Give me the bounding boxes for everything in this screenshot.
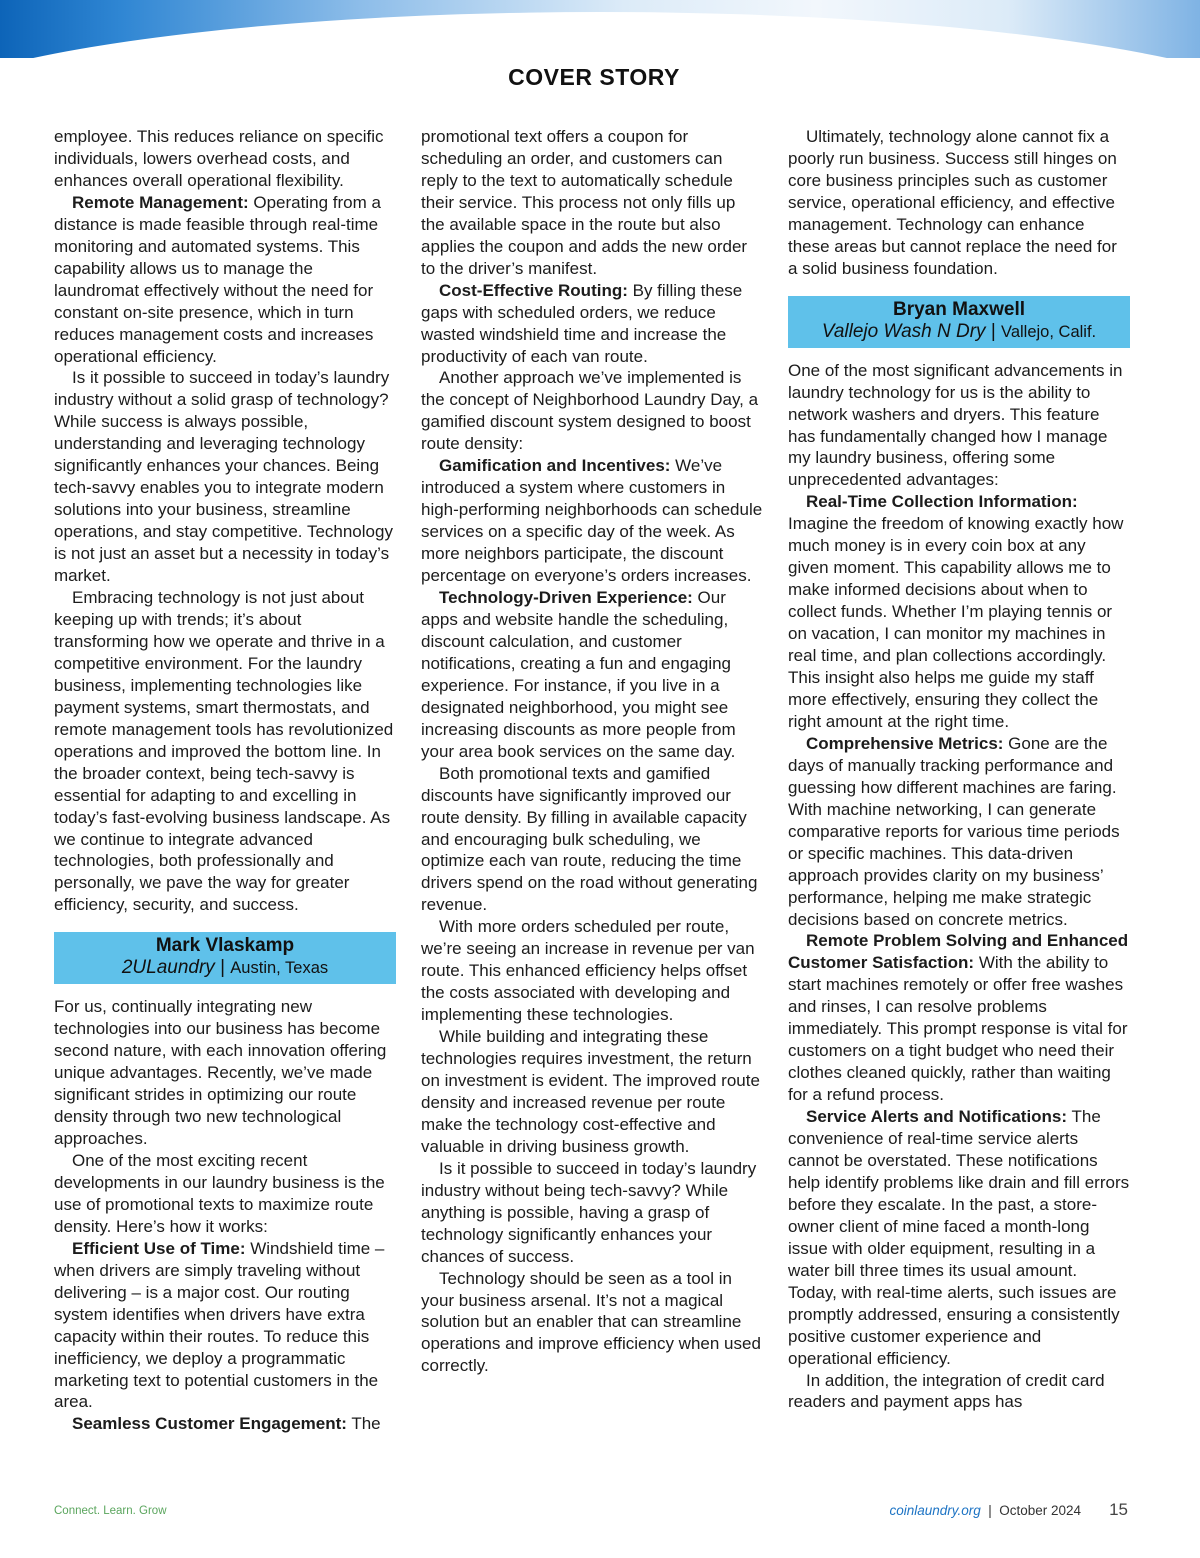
page-number: 15	[1109, 1500, 1128, 1519]
run-in-heading: Remote Management:	[72, 192, 249, 212]
run-in-heading: Seamless Customer Engagement:	[72, 1414, 347, 1434]
column-2	[421, 126, 763, 1377]
footer-site-link[interactable]: coinlaundry.org	[889, 1503, 981, 1518]
paragraph: Is it possible to succeed in today’s laundry industry without being tech-savvy? While anything is possible, having a grasp of technology significantly enhances your chances of success.	[421, 1158, 757, 1266]
run-in-heading: Comprehensive Metrics:	[806, 733, 1004, 753]
paragraph: employee. This reduces reliance on specific individuals, lowers overhead costs, and enhances overall operational flexibility.	[54, 127, 384, 190]
paragraph: With more orders scheduled per route, we’re seeing an increase in revenue per van route. This enhanced efficiency helps offset the costs associated with developing and implementing these technologies.	[421, 917, 755, 1025]
paragraph: Service Alerts and Notifications: The convenience of real-time service alerts cannot be overstated. These notifications help identify problems like drain and fill errors before they escalate. In the past, a store-owner client of mine faced a month-long issue with older equipment, resulting in a water bill three times its usual amount. Today, with real-time alerts, such issues are promptly addressed, ensuring a consistently positive customer experience and operational efficiency.	[788, 1107, 1130, 1368]
contributor-box-bryan-maxwell	[788, 296, 1130, 348]
footer-right	[889, 1500, 1128, 1520]
run-in-heading: Technology-Driven Experience:	[439, 588, 693, 608]
paragraph: In addition, the integration of credit card readers and payment apps has	[788, 1370, 1105, 1412]
paragraph: Remote Management: Operating from a distance is made feasible through real-time monitoring and automated systems. This capability allows us to manage the laundromat effectively without the need for constant on-site presence, which in turn reduces management costs and increases operational efficiency.	[54, 192, 381, 366]
paragraph: Cost-Effective Routing: By filling these gaps with scheduled orders, we reduce wasted windshield time and increase the productivity of each van route.	[421, 280, 743, 366]
paragraph: For us, continually integrating new technologies into our business has become second nature, with each innovation offering unique advantages. Recently, we’ve made significant strides in optimizing our route density through two new technological approaches.	[54, 997, 387, 1149]
contributor-business: Vallejo Wash N Dry	[821, 320, 986, 342]
contributor-business: 2ULaundry	[121, 957, 215, 979]
contributor-location: Vallejo, Calif.	[1001, 322, 1097, 341]
run-in-heading: Real-Time Collection Information:	[806, 492, 1078, 512]
paragraph: Comprehensive Metrics: Gone are the days of manually tracking performance and guessing how different machines are faring. With machine networking, I can generate comparative reports for various time periods or specific machines. This data-driven approach provides clarity on my business’ performance, helping me make strategic decisions based on concrete metrics.	[788, 733, 1120, 929]
paragraph: Seamless Customer Engagement: The	[72, 1414, 381, 1434]
paragraph: Ultimately, technology alone cannot fix a poorly run business. Success still hinges on core business principles such as customer service, operational efficiency, and effective management. Technology can enhance these areas but cannot replace the need for a solid business foundation.	[788, 127, 1117, 278]
paragraph: Gamification and Incentives: We’ve introduced a system where customers in high-performing neighborhoods can schedule services on a specific day of the week. As more neighbors participate, the discount percentage on everyone’s orders increases.	[421, 456, 763, 586]
run-in-heading: Cost-Effective Routing:	[439, 280, 628, 300]
footer-issue: October 2024	[999, 1503, 1082, 1518]
paragraph: One of the most significant advancements in laundry technology for us is the ability to network washers and dryers. This feature has fundamentally changed how I manage my laundry business, offering some unprecedented advantages:	[788, 360, 1123, 490]
header-banner	[0, 0, 1200, 110]
contributor-name: Bryan Maxwell	[893, 298, 1025, 320]
paragraph: Embracing technology is not just about keeping up with trends; it’s about transforming how we operate and thrive in a competitive environment. For the laundry business, implementing technologies like payment systems, smart thermostats, and remote management tools has revolutionized operations and improved the bottom line. In the broader context, being tech-savvy is essential for adapting to and excelling in today’s fast-evolving business landscape. As we continue to integrate advanced technologies, both professionally and personally, we pave the way for greater efficiency, security, and success.	[54, 588, 394, 915]
paragraph: One of the most exciting recent developments in our laundry business is the use of promotional texts to maximize route density. Here’s how it works:	[54, 1150, 385, 1236]
paragraph: Both promotional texts and gamified discounts have significantly improved our route density. By filling in available capacity and encouraging bulk scheduling, we optimize each van route, reducing the time drivers spend on the road without generating revenue.	[421, 763, 758, 915]
paragraph: Technology should be seen as a tool in your business arsenal. It’s not a magical solution but an enabler that can streamline operations and improve efficiency when used correctly.	[421, 1268, 761, 1376]
section-title: COVER STORY	[508, 64, 680, 90]
run-in-heading: Service Alerts and Notifications:	[806, 1107, 1068, 1127]
paragraph: Another approach we’ve implemented is the concept of Neighborhood Laundry Day, a gamified discount system designed to boost route density:	[421, 368, 759, 454]
paragraph: promotional text offers a coupon for scheduling an order, and customers can reply to the text to automatically schedule their service. This process not only fills up the available space in the route but also applies the coupon and adds the new order to the driver’s manifest.	[421, 127, 748, 278]
column-3	[788, 126, 1130, 1413]
paragraph: Technology-Driven Experience: Our apps and website handle the scheduling, discount calculation, and customer notifications, creating a fun and engaging experience. For instance, if you live in a designated neighborhood, you might see increasing discounts as more people from your area book services on the same day.	[421, 588, 736, 761]
contributor-box-mark-vlaskamp	[54, 932, 396, 984]
contributor-separator: |	[985, 320, 1002, 342]
contributor-location: Austin, Texas	[230, 959, 329, 978]
contributor-name: Mark Vlaskamp	[155, 935, 295, 957]
run-in-heading: Efficient Use of Time:	[72, 1238, 246, 1258]
run-in-heading: Gamification and Incentives:	[439, 456, 671, 476]
contributor-separator: |	[214, 957, 231, 979]
paragraph: Real-Time Collection Information: Imagine the freedom of knowing exactly how much money is in every coin box at any given moment. This capability allows me to make informed decisions about when to collect funds. Whether I’m playing tennis or on vacation, I can monitor my machines in real time, and plan collections accordingly. This insight also helps me guide my staff more effectively, ensuring they collect the right amount at the right time.	[788, 492, 1124, 731]
paragraph: Efficient Use of Time: Windshield time – when drivers are simply traveling without delivering – is a major cost. Our routing system identifies when drivers have extra capacity within their routes. To reduce this inefficiency, we deploy a programmatic marketing text to potential customers in the area.	[54, 1238, 385, 1412]
paragraph: Remote Problem Solving and Enhanced Customer Satisfaction: With the ability to start machines remotely or offer free washes and rinses, I can resolve problems immediately. This prompt response is vital for customers on a tight budget who need their clothes cleaned quickly, rather than waiting for a refund process.	[788, 931, 1129, 1105]
paragraph: While building and integrating these technologies requires investment, the return on investment is evident. The improved route density and increased revenue per route make the technology cost-effective and valuable in driving business growth.	[421, 1027, 760, 1156]
footer-tagline: Connect. Learn. Grow	[54, 1505, 167, 1517]
column-1	[54, 126, 396, 1435]
run-in-heading: Remote Problem Solving and Enhanced Customer Satisfaction:	[788, 931, 1129, 973]
footer-separator: |	[980, 1503, 1000, 1518]
paragraph: Is it possible to succeed in today’s laundry industry without a solid grasp of technology? While success is always possible, understanding and leveraging technology significantly enhances your chances. Being tech-savvy enables you to integrate modern solutions into your business, streamline operations, and stay competitive. Technology is not just an asset but a necessity in today’s market.	[54, 368, 393, 586]
